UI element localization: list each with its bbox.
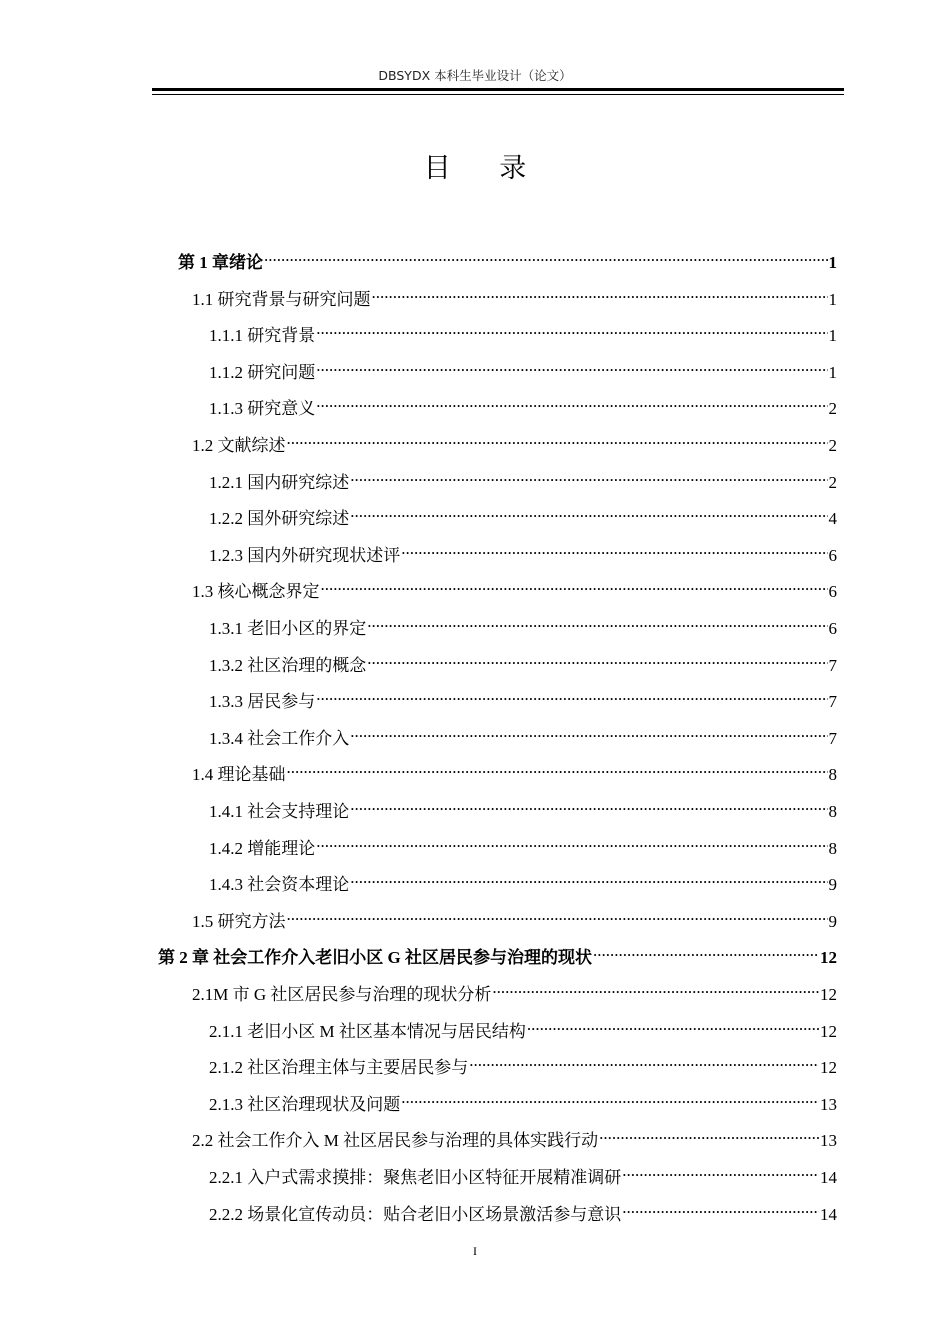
- toc-entry[interactable]: [209, 354, 837, 382]
- toc-dot-leader: [316, 830, 827, 854]
- toc-entry[interactable]: [209, 1196, 837, 1224]
- toc-dot-leader: [264, 244, 828, 268]
- toc-entry-page: 12: [820, 948, 837, 968]
- toc-entry[interactable]: [209, 830, 837, 858]
- toc-dot-leader: [316, 390, 827, 414]
- page-title: 目 录: [423, 153, 547, 184]
- toc-entry[interactable]: [209, 1049, 837, 1078]
- toc-entry-page: 7: [828, 655, 837, 675]
- toc-entry-page: 7: [828, 692, 837, 712]
- toc-entry[interactable]: [209, 610, 837, 638]
- toc-dot-leader: [321, 573, 828, 597]
- toc-entry-page: 6: [828, 619, 837, 638]
- toc-entry-label: 1.1.3 研究意义: [209, 399, 316, 419]
- toc-entry-page: 12: [820, 985, 837, 1004]
- toc-entry-label: 第 2 章 社会工作介入老旧小区 G 社区居民参与治理的现状: [158, 948, 592, 968]
- toc-entry-label: 2.1.2 社区治理主体与主要居民参与: [209, 1058, 469, 1078]
- toc-entry[interactable]: [209, 500, 837, 529]
- toc-entry[interactable]: [192, 427, 837, 455]
- toc-entry-page: 12: [820, 1021, 837, 1041]
- toc-entry[interactable]: [192, 903, 837, 931]
- toc-dot-leader: [287, 756, 828, 780]
- toc-entry-page: 9: [828, 911, 837, 931]
- toc-entry-label: 1.1.2 研究问题: [209, 362, 316, 382]
- toc-entry-label: 1.4 理论基础: [192, 765, 286, 785]
- toc-entry[interactable]: [209, 537, 837, 565]
- toc-dot-leader: [350, 464, 827, 488]
- toc-entry-page: 1: [828, 289, 837, 309]
- toc-entry-label: 1.1 研究背景与研究问题: [192, 289, 371, 309]
- toc-entry-page: 1: [828, 362, 837, 382]
- toc-entry-page: 1: [828, 326, 837, 346]
- toc-dot-leader: [622, 1159, 819, 1183]
- toc-entry-label: 1.4.3 社会资本理论: [209, 875, 350, 895]
- toc-entry[interactable]: [209, 390, 837, 419]
- header-rule-thin: [152, 94, 844, 95]
- toc-dot-leader: [367, 610, 827, 634]
- toc-entry[interactable]: [209, 317, 837, 346]
- toc-entry[interactable]: [192, 756, 837, 785]
- toc-dot-leader: [372, 281, 828, 305]
- toc-entry-page: 7: [828, 728, 837, 748]
- toc-entry-label: 1.3.3 居民参与: [209, 692, 316, 712]
- toc-entry-label: 第 1 章绪论: [178, 253, 263, 272]
- toc-entry[interactable]: [209, 464, 837, 492]
- toc-dot-leader: [287, 903, 828, 927]
- toc-entry-page: 2: [828, 472, 837, 492]
- toc-entry-label: 2.1M 市 G 社区居民参与治理的现状分析: [192, 985, 492, 1004]
- toc-dot-leader: [287, 427, 828, 451]
- toc-entry-label: 2.2.1 入户式需求摸排：聚焦老旧小区特征开展精准调研: [209, 1168, 622, 1187]
- toc-entry-label: 1.2.3 国内外研究现状述评: [209, 545, 401, 565]
- toc-dot-leader: [593, 939, 819, 963]
- toc-dot-leader: [350, 866, 827, 890]
- toc-entry-page: 8: [828, 802, 837, 821]
- toc-dot-leader: [401, 537, 827, 561]
- toc-entry-page: 6: [828, 545, 837, 565]
- toc-entry-label: 1.5 研究方法: [192, 911, 286, 931]
- toc-dot-leader: [350, 720, 827, 744]
- toc-dot-leader: [316, 683, 827, 707]
- toc-entry[interactable]: [192, 281, 837, 309]
- toc-entry-label: 1.1.1 研究背景: [209, 326, 316, 346]
- toc-dot-leader: [599, 1122, 819, 1146]
- toc-entry[interactable]: [158, 939, 837, 968]
- toc-entry[interactable]: [209, 793, 837, 821]
- toc-dot-leader: [316, 317, 827, 341]
- toc-entry-page: 8: [828, 765, 837, 785]
- toc-entry-page: 2: [828, 399, 837, 419]
- toc-dot-leader: [527, 1013, 819, 1037]
- toc-dot-leader: [469, 1049, 819, 1073]
- toc-entry-page: 8: [828, 838, 837, 858]
- toc-entry-label: 1.3.4 社会工作介入: [209, 728, 350, 748]
- toc-entry[interactable]: [209, 683, 837, 712]
- toc-entry[interactable]: [209, 720, 837, 748]
- toc-entry-page: 14: [820, 1204, 837, 1224]
- toc-entry[interactable]: [209, 1013, 837, 1041]
- toc-entry[interactable]: [209, 1159, 837, 1187]
- toc-entry-page: 6: [828, 582, 837, 602]
- toc-entry[interactable]: [178, 244, 837, 272]
- toc-entry-label: 1.4.2 增能理论: [209, 838, 316, 858]
- toc-entry-label: 1.3.1 老旧小区的界定: [209, 619, 367, 638]
- toc-entry-page: 9: [828, 875, 837, 895]
- toc-dot-leader: [622, 1196, 819, 1220]
- toc-dot-leader: [492, 976, 819, 1000]
- page-number: I: [473, 1244, 477, 1258]
- toc-entry-label: 1.3 核心概念界定: [192, 582, 320, 602]
- header-text: DBSYDX 本科生毕业设计（论文）: [378, 68, 572, 83]
- toc-entry-page: 14: [820, 1168, 837, 1187]
- toc-entry[interactable]: [209, 647, 837, 675]
- toc-entry-label: 2.1.3 社区治理现状及问题: [209, 1094, 401, 1114]
- toc-dot-leader: [316, 354, 827, 378]
- toc-entry-label: 1.2.2 国外研究综述: [209, 509, 350, 529]
- toc-entry-page: 12: [820, 1058, 837, 1078]
- toc-entry-label: 1.2 文献综述: [192, 436, 286, 455]
- toc-dot-leader: [367, 647, 827, 671]
- toc-entry[interactable]: [209, 1086, 837, 1114]
- toc-entry-page: 13: [820, 1131, 837, 1151]
- toc-entry[interactable]: [192, 1122, 837, 1151]
- toc-entry-label: 2.2 社会工作介入 M 社区居民参与治理的具体实践行动: [192, 1131, 599, 1151]
- toc-entry[interactable]: [209, 866, 837, 895]
- toc-entry-label: 1.4.1 社会支持理论: [209, 802, 350, 821]
- toc-entry-label: 1.3.2 社区治理的概念: [209, 655, 367, 675]
- header-rule-thick: [152, 88, 844, 91]
- toc-entry[interactable]: [192, 976, 837, 1004]
- toc-entry-page: 2: [828, 436, 837, 455]
- toc-entry-label: 1.2.1 国内研究综述: [209, 472, 350, 492]
- toc-dot-leader: [401, 1086, 819, 1110]
- toc-entry-page: 13: [820, 1094, 837, 1114]
- toc-entry-page: 1: [828, 253, 837, 272]
- toc-entry-label: 2.1.1 老旧小区 M 社区基本情况与居民结构: [209, 1021, 526, 1041]
- toc-dot-leader: [350, 793, 827, 817]
- toc-dot-leader: [350, 500, 827, 524]
- toc-entry[interactable]: [192, 573, 837, 602]
- toc-entry-page: 4: [828, 509, 837, 529]
- toc-entry-label: 2.2.2 场景化宣传动员：贴合老旧小区场景激活参与意识: [209, 1204, 622, 1224]
